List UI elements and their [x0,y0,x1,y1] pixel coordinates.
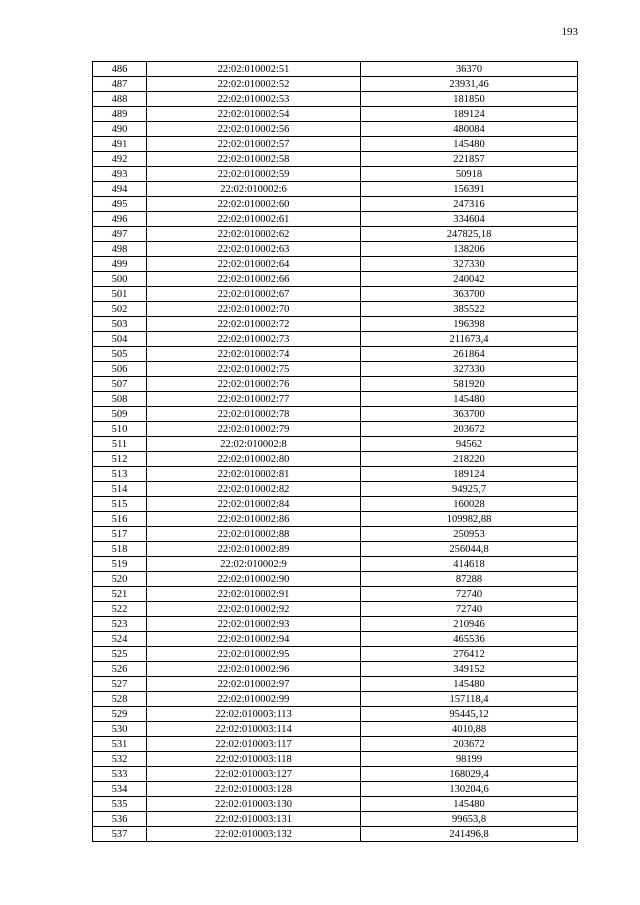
value-cell: 261864 [361,347,578,362]
table-row [93,332,578,347]
table-row [93,302,578,317]
table-row [93,722,578,737]
table-row [93,287,578,302]
row-number-cell: 531 [93,737,147,752]
value-cell: 72740 [361,602,578,617]
table-row [93,107,578,122]
table-row [93,242,578,257]
value-cell: 4010,88 [361,722,578,737]
cadastral-number-cell: 22:02:010002:57 [147,137,361,152]
cadastral-number-cell: 22:02:010003:127 [147,767,361,782]
row-number-cell: 533 [93,767,147,782]
cadastral-number-cell: 22:02:010002:84 [147,497,361,512]
row-number-cell: 529 [93,707,147,722]
cadastral-number-cell: 22:02:010002:63 [147,242,361,257]
value-cell: 334604 [361,212,578,227]
table-row [93,137,578,152]
row-number-cell: 492 [93,152,147,167]
value-cell: 145480 [361,677,578,692]
cadastral-number-cell: 22:02:010002:70 [147,302,361,317]
cadastral-number-cell: 22:02:010002:66 [147,272,361,287]
table-row [93,482,578,497]
value-cell: 23931,46 [361,77,578,92]
table-row [93,782,578,797]
table-row [93,77,578,92]
row-number-cell: 521 [93,587,147,602]
row-number-cell: 513 [93,467,147,482]
row-number-cell: 522 [93,602,147,617]
value-cell: 145480 [361,392,578,407]
table-row [93,422,578,437]
cadastral-number-cell: 22:02:010002:93 [147,617,361,632]
table-row [93,437,578,452]
value-cell: 241496,8 [361,827,578,842]
value-cell: 72740 [361,587,578,602]
cadastral-number-cell: 22:02:010002:97 [147,677,361,692]
cadastral-number-cell: 22:02:010003:117 [147,737,361,752]
table-row [93,377,578,392]
table-row [93,122,578,137]
value-cell: 203672 [361,737,578,752]
cadastral-number-cell: 22:02:010003:131 [147,812,361,827]
value-cell: 50918 [361,167,578,182]
row-number-cell: 509 [93,407,147,422]
value-cell: 145480 [361,797,578,812]
value-cell: 87288 [361,572,578,587]
row-number-cell: 504 [93,332,147,347]
value-cell: 94562 [361,437,578,452]
row-number-cell: 501 [93,287,147,302]
table-row [93,152,578,167]
row-number-cell: 495 [93,197,147,212]
table-row [93,317,578,332]
cadastral-number-cell: 22:02:010002:88 [147,527,361,542]
row-number-cell: 494 [93,182,147,197]
value-cell: 247316 [361,197,578,212]
value-cell: 327330 [361,257,578,272]
value-cell: 327330 [361,362,578,377]
table-row [93,767,578,782]
cadastral-number-cell: 22:02:010002:78 [147,407,361,422]
value-cell: 156391 [361,182,578,197]
cadastral-number-cell: 22:02:010002:52 [147,77,361,92]
row-number-cell: 517 [93,527,147,542]
table-row [93,272,578,287]
row-number-cell: 498 [93,242,147,257]
table-row [93,827,578,842]
value-cell: 221857 [361,152,578,167]
cadastral-number-cell: 22:02:010003:132 [147,827,361,842]
cadastral-number-cell: 22:02:010003:113 [147,707,361,722]
table-row [93,92,578,107]
row-number-cell: 503 [93,317,147,332]
table-row [93,662,578,677]
cadastral-number-cell: 22:02:010003:114 [147,722,361,737]
table-row [93,647,578,662]
value-cell: 168029,4 [361,767,578,782]
cadastral-number-cell: 22:02:010002:62 [147,227,361,242]
value-cell: 363700 [361,287,578,302]
page-number: 193 [561,26,578,38]
value-cell: 130204,6 [361,782,578,797]
value-cell: 414618 [361,557,578,572]
table-row [93,227,578,242]
table-row [93,542,578,557]
cadastral-number-cell: 22:02:010002:77 [147,392,361,407]
cadastral-number-cell: 22:02:010002:75 [147,362,361,377]
value-cell: 256044,8 [361,542,578,557]
value-cell: 218220 [361,452,578,467]
row-number-cell: 528 [93,692,147,707]
cadastral-number-cell: 22:02:010002:99 [147,692,361,707]
table-row [93,197,578,212]
cadastral-number-cell: 22:02:010002:89 [147,542,361,557]
value-cell: 480084 [361,122,578,137]
cadastral-number-cell: 22:02:010002:54 [147,107,361,122]
cadastral-number-cell: 22:02:010003:130 [147,797,361,812]
row-number-cell: 534 [93,782,147,797]
cadastral-number-cell: 22:02:010002:90 [147,572,361,587]
row-number-cell: 506 [93,362,147,377]
cadastral-value-table [92,61,578,842]
row-number-cell: 493 [93,167,147,182]
row-number-cell: 525 [93,647,147,662]
table-row [93,602,578,617]
cadastral-number-cell: 22:02:010002:95 [147,647,361,662]
cadastral-number-cell: 22:02:010002:91 [147,587,361,602]
cadastral-number-cell: 22:02:010002:61 [147,212,361,227]
cadastral-number-cell: 22:02:010002:59 [147,167,361,182]
row-number-cell: 516 [93,512,147,527]
table-row [93,362,578,377]
value-cell: 211673,4 [361,332,578,347]
row-number-cell: 512 [93,452,147,467]
cadastral-number-cell: 22:02:010002:58 [147,152,361,167]
value-cell: 160028 [361,497,578,512]
row-number-cell: 499 [93,257,147,272]
table-row [93,617,578,632]
row-number-cell: 514 [93,482,147,497]
table-row [93,692,578,707]
value-cell: 94925,7 [361,482,578,497]
table-row [93,452,578,467]
row-number-cell: 527 [93,677,147,692]
row-number-cell: 496 [93,212,147,227]
cadastral-number-cell: 22:02:010002:53 [147,92,361,107]
value-cell: 95445,12 [361,707,578,722]
value-cell: 98199 [361,752,578,767]
table-row [93,752,578,767]
cadastral-number-cell: 22:02:010002:79 [147,422,361,437]
cadastral-number-cell: 22:02:010002:56 [147,122,361,137]
row-number-cell: 532 [93,752,147,767]
row-number-cell: 505 [93,347,147,362]
table-row [93,812,578,827]
cadastral-number-cell: 22:02:010003:118 [147,752,361,767]
cadastral-number-cell: 22:02:010002:81 [147,467,361,482]
cadastral-number-cell: 22:02:010002:72 [147,317,361,332]
value-cell: 145480 [361,137,578,152]
value-cell: 349152 [361,662,578,677]
value-cell: 363700 [361,407,578,422]
value-cell: 203672 [361,422,578,437]
row-number-cell: 518 [93,542,147,557]
row-number-cell: 536 [93,812,147,827]
cadastral-number-cell: 22:02:010002:73 [147,332,361,347]
row-number-cell: 502 [93,302,147,317]
value-cell: 465536 [361,632,578,647]
table-row [93,557,578,572]
row-number-cell: 520 [93,572,147,587]
table-row [93,467,578,482]
table-row [93,587,578,602]
table-body [93,62,578,842]
row-number-cell: 535 [93,797,147,812]
cadastral-number-cell: 22:02:010002:9 [147,557,361,572]
row-number-cell: 491 [93,137,147,152]
cadastral-number-cell: 22:02:010002:74 [147,347,361,362]
table-row [93,572,578,587]
value-cell: 138206 [361,242,578,257]
table-row [93,257,578,272]
cadastral-number-cell: 22:02:010002:64 [147,257,361,272]
cadastral-number-cell: 22:02:010002:86 [147,512,361,527]
table-row [93,707,578,722]
value-cell: 210946 [361,617,578,632]
table-row [93,512,578,527]
table-row [93,62,578,77]
value-cell: 581920 [361,377,578,392]
cadastral-number-cell: 22:02:010002:82 [147,482,361,497]
value-cell: 250953 [361,527,578,542]
value-cell: 189124 [361,107,578,122]
row-number-cell: 497 [93,227,147,242]
value-cell: 276412 [361,647,578,662]
row-number-cell: 526 [93,662,147,677]
table-row [93,497,578,512]
table-row [93,212,578,227]
cadastral-number-cell: 22:02:010002:94 [147,632,361,647]
row-number-cell: 530 [93,722,147,737]
cadastral-number-cell: 22:02:010002:8 [147,437,361,452]
cadastral-number-cell: 22:02:010002:67 [147,287,361,302]
value-cell: 99653,8 [361,812,578,827]
row-number-cell: 507 [93,377,147,392]
row-number-cell: 537 [93,827,147,842]
value-cell: 385522 [361,302,578,317]
value-cell: 240042 [361,272,578,287]
value-cell: 36370 [361,62,578,77]
row-number-cell: 488 [93,92,147,107]
table-row [93,167,578,182]
cadastral-number-cell: 22:02:010002:51 [147,62,361,77]
table-row [93,527,578,542]
table-row [93,677,578,692]
table-row [93,737,578,752]
row-number-cell: 510 [93,422,147,437]
row-number-cell: 487 [93,77,147,92]
row-number-cell: 523 [93,617,147,632]
table-row [93,632,578,647]
value-cell: 157118,4 [361,692,578,707]
table-row [93,347,578,362]
row-number-cell: 486 [93,62,147,77]
row-number-cell: 500 [93,272,147,287]
cadastral-number-cell: 22:02:010002:96 [147,662,361,677]
table-row [93,407,578,422]
value-cell: 109982,88 [361,512,578,527]
row-number-cell: 511 [93,437,147,452]
table-row [93,797,578,812]
value-cell: 196398 [361,317,578,332]
value-cell: 189124 [361,467,578,482]
cadastral-number-cell: 22:02:010002:92 [147,602,361,617]
cadastral-number-cell: 22:02:010002:80 [147,452,361,467]
cadastral-number-cell: 22:02:010002:76 [147,377,361,392]
value-cell: 181850 [361,92,578,107]
table-row [93,392,578,407]
row-number-cell: 519 [93,557,147,572]
cadastral-number-cell: 22:02:010002:60 [147,197,361,212]
table-row [93,182,578,197]
row-number-cell: 508 [93,392,147,407]
value-cell: 247825,18 [361,227,578,242]
row-number-cell: 490 [93,122,147,137]
row-number-cell: 524 [93,632,147,647]
cadastral-number-cell: 22:02:010002:6 [147,182,361,197]
row-number-cell: 489 [93,107,147,122]
cadastral-number-cell: 22:02:010003:128 [147,782,361,797]
row-number-cell: 515 [93,497,147,512]
